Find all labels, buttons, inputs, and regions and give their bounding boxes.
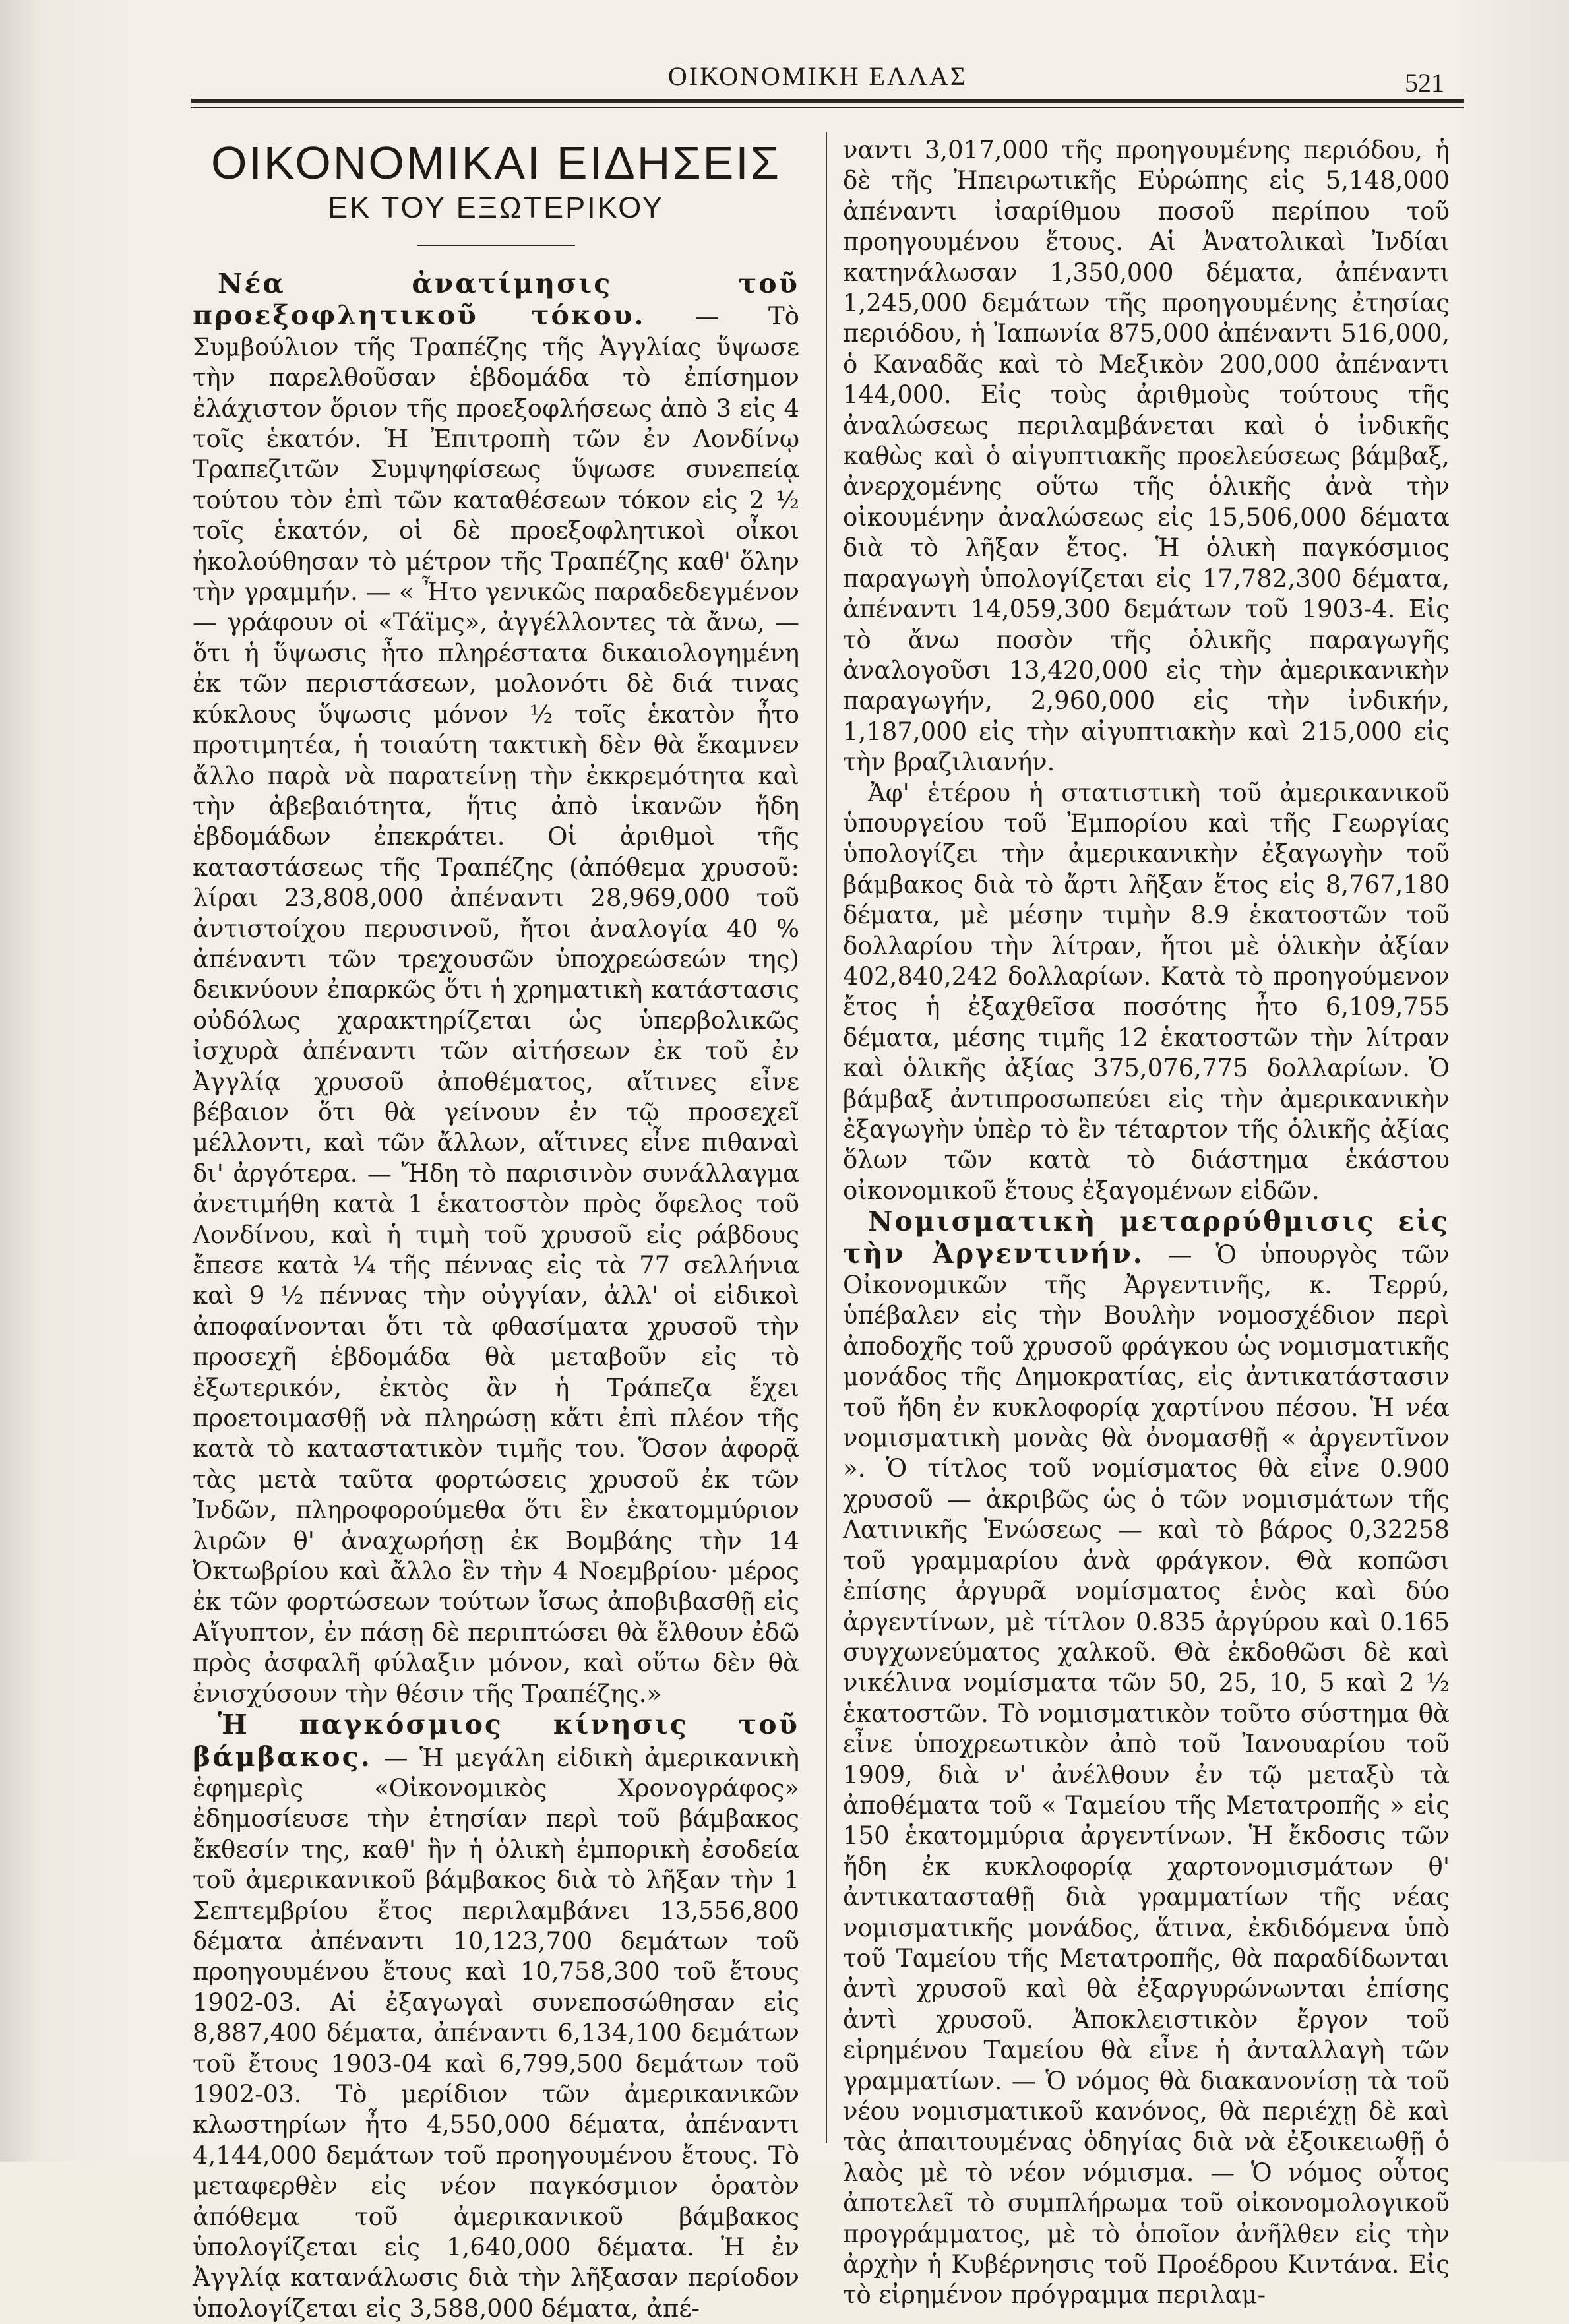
article-headline: Νέα ἀνατίμησις τοῦ προεξοφλητικοῦ τόκου. [193,268,799,332]
article-discount-rate [193,268,799,1709]
header-rule-thick [191,99,1464,103]
page-number: 521 [1405,68,1444,98]
section-title: ΟΙΚΟΝΟΜΙΚΑΙ ΕΙΔΗΣΕΙΣ [210,137,782,189]
article-cotton-paragraph [843,778,1450,1207]
column-divider [826,132,827,2143]
article-body: — Ἡ μεγάλη εἰδικὴ ἀμερικανικὴ ἐφημερὶς «Οἰκονομικὸς Χρονογράφος» ἐδημοσίευσε τὴν ἐτησίαν περὶ τοῦ βάμβακος ἔκθεσίν της, καθ' ἣν ἡ ὁλικὴ ἐμπορικὴ ἐσοδεία τοῦ ἀμερικανικοῦ βάμβακος διὰ τὸ λῆξαν τὴν 1 Σεπτεμβρίου ἔτος περιλαμβάνει 13,556,800 δέματα ἀπέναντι 10,123,700 δεμάτων τοῦ προηγουμένου ἔτους καὶ 10,758,300 τοῦ ἔτους 1902-03. Αἱ ἐξαγωγαὶ συνεποσώθησαν εἰς 8,887,400 δέματα, ἀπέναντι 6,134,100 δεμάτων τοῦ ἔτους 1903-04 καὶ 6,799,500 δεμάτων τοῦ 1902-03. Τὸ μερίδιον τῶν ἀμερικανικῶν κλωστηρίων ἦτο 4,550,000 δέματα, ἀπέναντι 4,144,000 δεμάτων τοῦ προηγουμένου ἔτους. Τὸ μεταφερθὲν εἰς νέον παγκόσμιον ὁρατὸν ἀπόθεμα τοῦ ἀμερικανικοῦ βάμβακος ὑπολογίζεται εἰς 1,640,000 δέματα. Ἡ ἐν Ἀγγλίᾳ κατανάλωσις διὰ τὴν λῆξασαν περίοδον ὑπολογίζεται εἰς 3,588,000 δέματα, ἀπέ- [193,1743,799,2323]
article-cotton-continued [843,135,1450,778]
article-argentina [843,1206,1450,2311]
article-cotton [193,1709,799,2324]
journal-title: ΟΙΚΟΝΟΜΙΚΗ ΕΛΛΑΣ [667,61,968,91]
right-column [843,135,1450,2311]
left-column [193,135,799,2324]
article-headline: Ἡ παγκόσμιος κίνησις τοῦ βάμβακος. [193,1709,799,1773]
article-body: — Ὁ ὑπουργὸς τῶν Οἰκονομικῶν τῆς Ἀργεντινῆς, κ. Τερρύ, ὑπέβαλεν εἰς τὴν Βουλὴν νομοσχέδιον περὶ ἀποδοχῆς τοῦ χρυσοῦ φράγκου ὡς νομισματικῆς μονάδος τῆς Δημοκρατίας, εἰς ἀντικατάστασιν τοῦ ἤδη ἐν κυκλοφορίᾳ χαρτίνου πέσου. Ἡ νέα νομισματικὴ μονὰς θὰ ὀνομασθῇ « ἀργεντῖνον ». Ὁ τίτλος τοῦ νομίσματος θὰ εἶνε 0.900 χρυσοῦ — ἀκριβῶς ὡς ὁ τῶν νομισμάτων τῆς Λατινικῆς Ἑνώσεως — καὶ τὸ βάρος 0,32258 τοῦ γραμμαρίου ἀνὰ φράγκον. Θὰ κοπῶσι ἐπίσης ἀργυρᾶ νομίσματος ἑνὸς καὶ δύο ἀργεντίνων, μὲ τίτλον 0.835 ἀργύρου καὶ 0.165 συγχωνεύματος χαλκοῦ. Θὰ ἐκδοθῶσι δὲ καὶ νικέλινα νομίσματα τῶν 50, 25, 10, 5 καὶ 2 ½ ἑκατοστῶν. Τὸ νομισματικὸν τοῦτο σύστημα θὰ εἶνε ὑποχρεωτικὸν ἀπὸ τοῦ Ἰανουαρίου τοῦ 1909, διὰ ν' ἀνέλθουν ἐν τῷ μεταξὺ τὰ ἀποθέματα τοῦ « Ταμείου τῆς Μετατροπῆς » εἰς 150 ἑκατομμύρια ἀργεντίνων. Ἡ ἔκδοσις τῶν ἤδη ἐκ κυκλοφορίᾳ χαρτονομισμάτων θ' ἀντικατασταθῇ διὰ γραμματίων τῆς νέας νομισματικῆς μονάδος, ἅτινα, ἐκδιδόμενα ὑπὸ τοῦ Ταμείου τῆς Μετατροπῆς, θὰ παραδίδωνται ἀντὶ χρυσοῦ καὶ θὰ ἐξαργυρώνωνται ἐπίσης ἀντὶ χρυσοῦ. Ἀποκλειστικὸν ἔργον τοῦ εἰρημένου Ταμείου θὰ εἶνε ἡ ἀνταλλαγὴ τῶν γραμματίων. — Ὁ νόμος θὰ διακανονίσῃ τὰ τοῦ νέου νομισματικοῦ κανόνος, θὰ περιέχῃ δὲ καὶ τὰς ἀπαιτουμένας ὁδηγίας διὰ νὰ ἐξοικειωθῇ ὁ λαὸς μὲ τὸ νέον νόμισμα. — Ὁ νόμος οὗτος ἀποτελεῖ τὸ συμπλήρωμα τοῦ οἰκονομολογικοῦ προγράμματος, μὲ τὸ ὁποῖον ἀνῆλθεν εἰς τὴν ἀρχὴν ἡ Κυβέρνησις τοῦ Προέδρου Κιντάνα. Εἰς τὸ εἰρημένον πρόγραμμα περιλαμ- [843,1240,1450,2309]
section-subtitle: ΕΚ ΤΟΥ ΕΞΩΤΕΡΙΚΟΥ [328,191,664,224]
running-head [191,58,1444,98]
header-rule-thin [191,107,1464,108]
article-body: Ἀφ' ἑτέρου ἡ στατιστικὴ τοῦ ἀμερικανικοῦ ὑπουργείου τοῦ Ἐμπορίου καὶ τῆς Γεωργίας ὑπολογίζει τὴν ἀμερικανικὴν ἐξαγωγὴν τοῦ βάμβακος διὰ τὸ ἄρτι λῆξαν ἔτος εἰς 8,767,180 δέματα, μὲ μέσην τιμὴν 8.9 ἑκατοστῶν τοῦ δολλαρίου τὴν λίτραν, ἤτοι μὲ ὁλικὴν ἀξίαν 402,840,242 δολλαρίων. Κατὰ τὸ προηγούμενον ἔτος ἡ ἐξαχθεῖσα ποσότης ἦτο 6,109,755 δέματα, μέσης τιμῆς 12 ἑκατοστῶν τὴν λίτραν καὶ ὁλικῆς ἀξίας 375,076,775 δολλαρίων. Ὁ βάμβαξ ἀντιπροσωπεύει εἰς τὴν ἀμερικανικὴν ἐξαγωγὴν ὑπὲρ τὸ ἓν τέταρτον τῆς ὁλικῆς ἀξίας ὅλων τῶν κατὰ τὸ διάστημα ἑκάστου οἰκονομικοῦ ἔτους ἐξαγομένων εἰδῶν. [843,778,1450,1205]
title-rule [417,245,575,246]
article-headline: Νομισματικὴ μεταρρύθμισις εἰς τὴν Ἀργεντινήν. [843,1206,1450,1269]
article-body: ναντι 3,017,000 τῆς προηγουμένης περιόδου, ἡ δὲ τῆς Ἠπειρωτικῆς Εὐρώπης εἰς 5,148,000 ἀπέναντι ἰσαρίθμου ποσοῦ περίπου τοῦ προηγουμένου ἔτους. Αἱ Ἀνατολικαὶ Ἰνδίαι κατηνάλωσαν 1,350,000 δέματα, ἀπέναντι 1,245,000 δεμάτων τῆς προηγουμένης ἐτησίας περιόδου, ἡ Ἰαπωνία 875,000 ἀπέναντι 516,000, ὁ Καναδᾶς καὶ τὸ Μεξικὸν 200,000 ἀπέναντι 144,000. Εἰς τοὺς ἀριθμοὺς τούτους τῆς ἀναλώσεως περιλαμβάνεται καὶ ὁ ἰνδικῆς καθὼς καὶ ὁ αἰγυπτιακῆς προελεύσεως βάμβαξ, ἀνερχομένης οὕτω τῆς ὁλικῆς ἀνὰ τὴν οἰκουμένην ἀναλώσεως εἰς 15,506,000 δέματα διὰ τὸ λῆξαν ἔτος. Ἡ ὁλικὴ παγκόσμιος παραγωγὴ ὑπολογίζεται εἰς 17,782,300 δέματα, ἀπέναντι 14,059,300 δεμάτων τοῦ 1903-4. Εἰς τὸ ἄνω ποσὸν τῆς ὁλικῆς παραγωγῆς ἀναλογοῦσι 13,420,000 εἰς τὴν ἀμερικανικὴν παραγωγήν, 2,960,000 εἰς τὴν ἰνδικήν, 1,187,000 εἰς τὴν αἰγυπτιακὴν καὶ 215,000 εἰς τὴν βραζιλιανήν. [843,136,1450,777]
article-body: — Τὸ Συμβούλιον τῆς Τραπέζης τῆς Ἀγγλίας ὕψωσε τὴν παρελθοῦσαν ἑβδομάδα τὸ ἐπίσημον ἐλάχιστον ὅριον τῆς προεξοφλήσεως ἀπὸ 3 εἰς 4 τοῖς ἑκατόν. Ἡ Ἐπιτροπὴ τῶν ἐν Λονδίνῳ Τραπεζιτῶν Συμψηφίσεως ὕψωσε συνεπείᾳ τούτου τὸν ἐπὶ τῶν καταθέσεων τόκον εἰς 2 ½ τοῖς ἑκατόν, οἱ δὲ προεξοφλητικοὶ οἶκοι ἠκολούθησαν τὸ μέτρον τῆς Τραπέζης καθ' ὅλην τὴν γραμμήν. — « Ἦτο γενικῶς παραδεδεγμένον — γράφουν οἱ «Τάϊμς», ἀγγέλλοντες τὰ ἄνω, — ὅτι ἡ ὕψωσις ἦτο πληρέστατα δικαιολογημένη ἐκ τῶν περιστάσεων, μολονότι δὲ διά τινας κύκλους ὕψωσις μόνον ½ τοῖς ἑκατὸν ἦτο προτιμητέα, ἡ τοιαύτη τακτικὴ δὲν θὰ ἔκαμνεν ἄλλο παρὰ νὰ παρατείνῃ τὴν ἐκκρεμότητα καὶ τὴν ἀβεβαιότητα, ἥτις ἀπὸ ἱκανῶν ἤδη ἑβδομάδων ἐπεκράτει. Οἱ ἀριθμοὶ τῆς καταστάσεως τῆς Τραπέζης (ἀπόθεμα χρυσοῦ: λίραι 23,808,000 ἀπέναντι 28,969,000 τοῦ ἀντιστοίχου περυσινοῦ, ἤτοι ἀναλογία 40 % ἀπέναντι τῶν τρεχουσῶν ὑποχρεώσεών της) δεικνύουν ἐπαρκῶς ὅτι ἡ χρηματικὴ κατάστασις οὐδόλως χαρακτηρίζεται ὡς ὑπερβολικῶς ἰσχυρὰ ἀπέναντι τῶν αἰτήσεων ἐκ τοῦ ἐν Ἀγγλίᾳ χρυσοῦ ἀποθέματος, αἵτινες εἶνε βέβαιον ὅτι θὰ γείνουν ἐν τῷ προσεχεῖ μέλλοντι, καὶ τῶν ἄλλων, αἵτινες εἶνε πιθαναὶ δι' ἀργότερα. — Ἤδη τὸ παρισινὸν συνάλλαγμα ἀνετιμήθη κατὰ 1 ἑκατοστὸν πρὸς ὄφελος τοῦ Λονδίνου, καὶ ἡ τιμὴ τοῦ χρυσοῦ εἰς ράβδους ἔπεσε κατὰ ¼ τῆς πέννας εἰς τὰ 77 σελλήνια καὶ 9 ½ πέννας τὴν οὐγγίαν, ἀλλ' οἱ εἰδικοὶ ἀποφαίνονται ὅτι τὰ φθασίματα χρυσοῦ τὴν προσεχῆ ἑβδομάδα θὰ μεταβοῦν εἰς τὸ ἐξωτερικόν, ἐκτὸς ἂν ἡ Τράπεζα ἔχει προετοιμασθῇ νὰ πληρώσῃ κἄτι ἐπὶ πλέον τῆς κατὰ τὸ καταστατικὸν τιμῆς του. Ὅσον ἀφορᾷ τὰς μετὰ ταῦτα φορτώσεις χρυσοῦ ἐκ τῶν Ἰνδῶν, πληροφορούμεθα ὅτι ἓν ἑκατομμύριον λιρῶν θ' ἀναχωρήσῃ ἐκ Βομβάης τὴν 14 Ὀκτωβρίου καὶ ἄλλο ἓν τὴν 4 Νοεμβρίου· μέρος ἐκ τῶν φορτώσεων τούτων ἴσως ἀποβιβασθῇ εἰς Αἴγυπτον, ἐν πάσῃ δὲ περιπτώσει θὰ ἔλθουν ἐδῶ πρὸς ἀσφαλῆ φύλαξιν μόνον, καὶ οὕτω δὲν θὰ ἐνισχύσουν τὴν θέσιν τῆς Τραπέζης.» [193,302,799,1708]
